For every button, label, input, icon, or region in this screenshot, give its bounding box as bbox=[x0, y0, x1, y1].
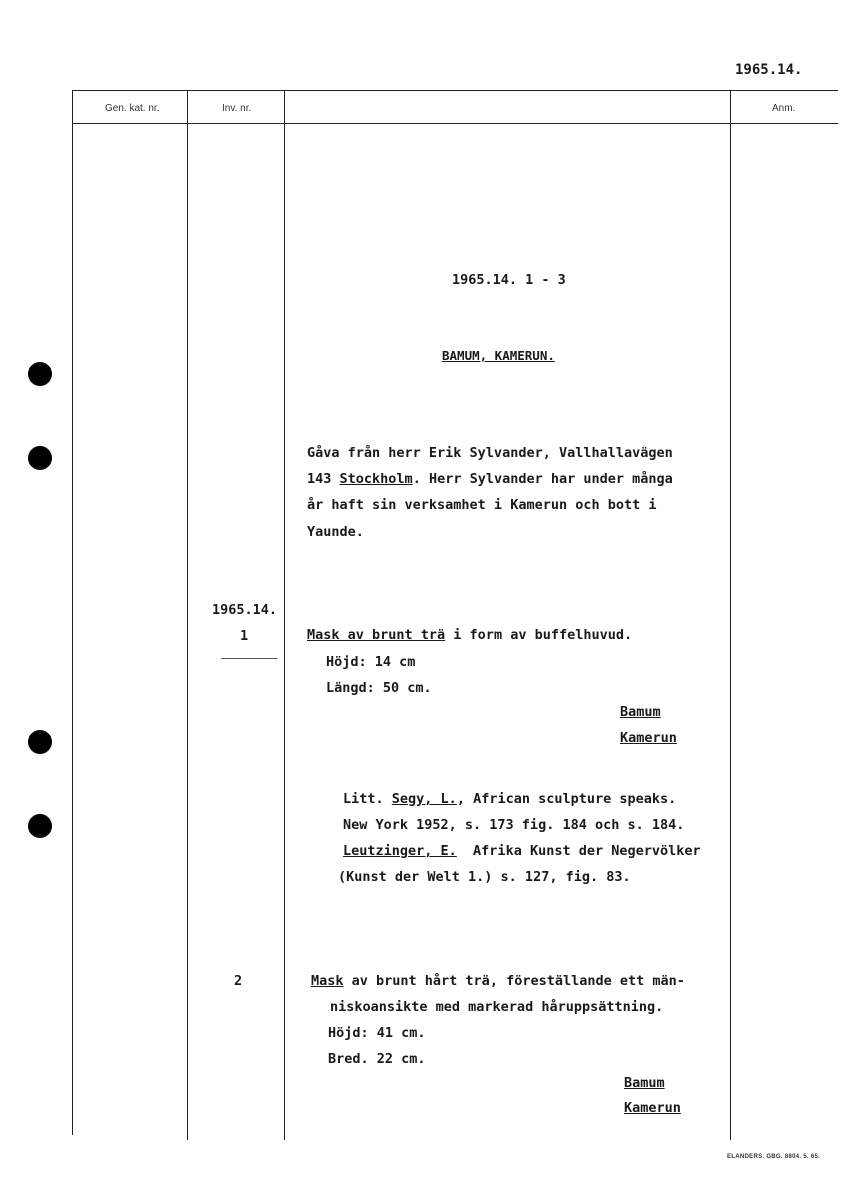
heading-place: BAMUM, KAMERUN. bbox=[442, 348, 555, 363]
item2-origin-1: Bamum bbox=[624, 1075, 665, 1091]
item1-origin-2: Kamerun bbox=[620, 730, 677, 746]
item1-inv-prefix: 1965.14. bbox=[212, 602, 278, 618]
item1-lit-line-3 bbox=[343, 843, 701, 859]
item1-title-rest: i form av buffelhuvud. bbox=[445, 627, 633, 643]
lit-author-2: Leutzinger, E. bbox=[343, 843, 457, 859]
punch-hole bbox=[28, 446, 52, 470]
item1-inv-rule bbox=[221, 658, 277, 659]
item2-title-underlined: Mask bbox=[311, 973, 344, 989]
item1-title bbox=[307, 627, 632, 643]
item1-length: Längd: 50 cm. bbox=[326, 680, 432, 696]
column-line-text-anm bbox=[730, 90, 731, 1140]
lit-author-1: Segy, L. bbox=[391, 791, 457, 807]
item1-height: Höjd: 14 cm bbox=[326, 654, 416, 670]
column-header-gen-kat-nr: Gen. kat. nr. bbox=[105, 103, 160, 114]
heading-range: 1965.14. 1 - 3 bbox=[452, 272, 566, 288]
item1-title-underlined: Mask av brunt trä bbox=[307, 627, 446, 643]
lit-prefix: Litt. bbox=[343, 791, 392, 807]
page-number: 1965.14. bbox=[735, 62, 803, 78]
lit-ref-2: Afrika Kunst der Negervölker bbox=[456, 843, 701, 859]
punch-hole bbox=[28, 814, 52, 838]
punch-hole bbox=[28, 362, 52, 386]
item2-title bbox=[311, 973, 685, 989]
column-line-left bbox=[72, 90, 73, 1135]
column-line-inv-text bbox=[284, 90, 285, 1140]
item1-number: 1 bbox=[240, 628, 249, 644]
item1-lit-line-4: (Kunst der Welt 1.) s. 127, fig. 83. bbox=[338, 869, 631, 885]
gift-city: Stockholm bbox=[339, 471, 413, 487]
column-header-inv-nr: Inv. nr. bbox=[222, 103, 252, 114]
gift-line-1: Gåva från herr Erik Sylvander, Vallhallavägen bbox=[307, 445, 673, 461]
punch-hole bbox=[28, 730, 52, 754]
item1-origin-1: Bamum bbox=[620, 704, 661, 720]
item2-title-rest: av brunt hårt trä, föreställande ett män- bbox=[343, 973, 685, 989]
gift-line-2 bbox=[307, 471, 673, 487]
item1-lit-line-2: New York 1952, s. 173 fig. 184 och s. 184. bbox=[343, 817, 685, 833]
column-header-anm: Anm. bbox=[772, 103, 796, 114]
item2-number: 2 bbox=[234, 973, 243, 989]
item1-lit-line-1 bbox=[343, 791, 676, 807]
gift-street-number: 143 bbox=[307, 471, 332, 487]
printer-footer: ELANDERS. GBG. 8804. 5. 65. bbox=[727, 1154, 821, 1160]
item2-origin-2: Kamerun bbox=[624, 1100, 681, 1116]
gift-line-2-rest: . Herr Sylvander har under många bbox=[412, 471, 673, 487]
gift-line-3: år haft sin verksamhet i Kamerun och bott i bbox=[307, 497, 657, 513]
lit-ref-1: , African sculpture speaks. bbox=[456, 791, 677, 807]
item2-title-cont: niskoansikte med markerad håruppsättning. bbox=[330, 999, 664, 1015]
item2-height: Höjd: 41 cm. bbox=[328, 1025, 426, 1041]
gift-line-4: Yaunde. bbox=[307, 524, 364, 540]
column-line-gen-inv bbox=[187, 90, 188, 1140]
item2-width: Bred. 22 cm. bbox=[328, 1051, 426, 1067]
